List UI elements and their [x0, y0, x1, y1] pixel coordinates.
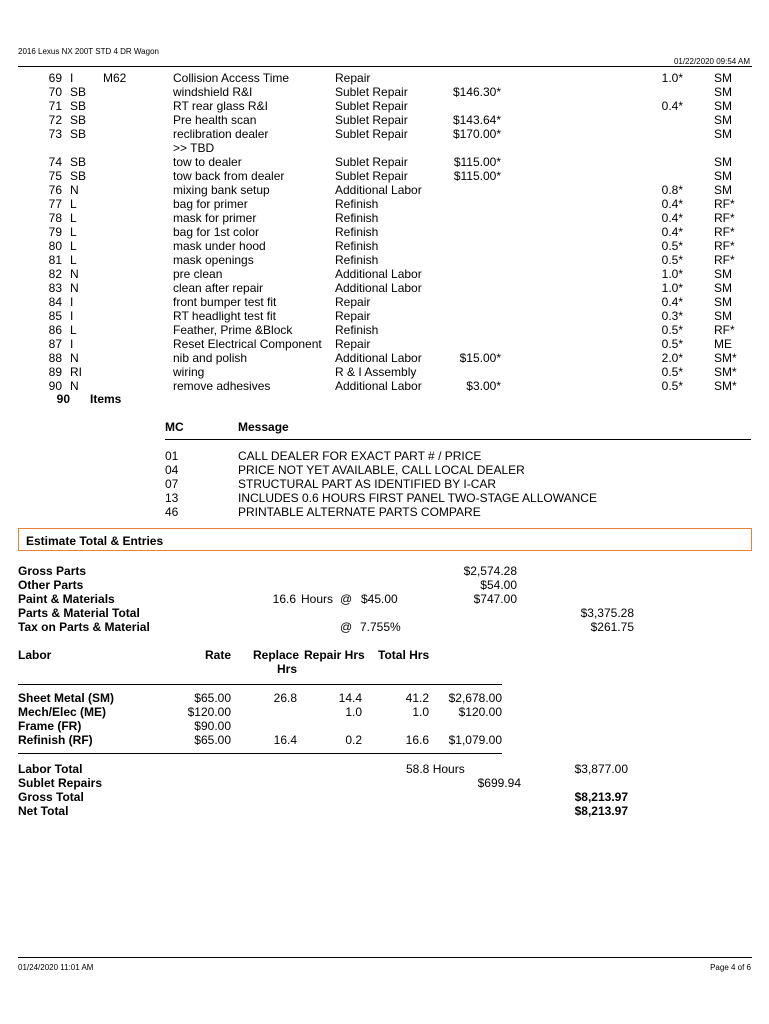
- message-text: PRICE NOT YET AVAILABLE, CALL LOCAL DEALER: [238, 463, 525, 477]
- line-type: Additional Labor: [335, 267, 422, 281]
- messages-header-mc: MC: [165, 420, 184, 434]
- line-type: Refinish: [335, 253, 379, 267]
- paint-at: @: [340, 592, 353, 606]
- line-type: Repair: [335, 337, 371, 351]
- line-code: SM*: [714, 379, 737, 393]
- line-operation: L: [70, 253, 77, 267]
- line-item: [0, 211, 769, 225]
- line-description: RT headlight test fit: [173, 309, 276, 323]
- line-number: 69: [48, 71, 62, 85]
- line-description: mask under hood: [173, 239, 266, 253]
- line-operation: N: [70, 281, 79, 295]
- line-type: Repair: [335, 71, 371, 85]
- line-item: [0, 323, 769, 337]
- line-number: 87: [48, 337, 62, 351]
- line-code: SM: [714, 113, 732, 127]
- vehicle-title: 2016 Lexus NX 200T STD 4 DR Wagon: [18, 47, 159, 56]
- line-description: clean after repair: [173, 281, 264, 295]
- line-type: Additional Labor: [335, 281, 422, 295]
- line-code: SM: [714, 127, 732, 141]
- line-code: SM: [714, 295, 732, 309]
- line-code: ME: [714, 337, 732, 351]
- line-type: Additional Labor: [335, 183, 422, 197]
- line-labor: 0.4*: [661, 197, 683, 211]
- labor-header-divider: [18, 684, 502, 685]
- line-labor: 0.5*: [661, 239, 683, 253]
- line-item: [0, 197, 769, 211]
- line-operation: SB: [70, 127, 87, 141]
- message-code: 01: [165, 449, 179, 463]
- line-description: front bumper test fit: [173, 295, 277, 309]
- message-code: 46: [165, 505, 179, 519]
- line-type: Refinish: [335, 323, 379, 337]
- line-type: Refinish: [335, 197, 379, 211]
- line-description: wiring: [173, 365, 205, 379]
- line-item: [0, 169, 769, 183]
- line-item: [0, 239, 769, 253]
- line-description: reclibration dealer: [173, 127, 269, 141]
- line-code: RF*: [714, 197, 735, 211]
- line-item: [0, 253, 769, 267]
- line-code: RF*: [714, 225, 735, 239]
- gross-total-label: Gross Total: [18, 790, 84, 804]
- labor-row: [0, 733, 769, 747]
- line-code: SM: [714, 309, 732, 323]
- labor-repair: 0.2: [345, 733, 362, 747]
- line-number: 85: [48, 309, 62, 323]
- line-code: RF*: [714, 323, 735, 337]
- labor-rate: $90.00: [194, 719, 231, 733]
- line-item: [0, 99, 769, 113]
- labor-repair: 1.0: [345, 705, 362, 719]
- line-item: [0, 267, 769, 281]
- labor-rate: $120.00: [187, 705, 231, 719]
- line-labor: 0.4*: [661, 295, 683, 309]
- line-type: Refinish: [335, 239, 379, 253]
- line-description: Feather, Prime &Block: [173, 323, 293, 337]
- line-labor: 0.5*: [661, 323, 683, 337]
- line-operation: L: [70, 225, 77, 239]
- labor-rate: $65.00: [194, 691, 231, 705]
- message-row: [0, 477, 769, 491]
- labor-row: [0, 719, 769, 733]
- labor-header-replace: Replace: [253, 648, 300, 662]
- line-item: [0, 337, 769, 351]
- line-type: Sublet Repair: [335, 99, 408, 113]
- line-code: SM: [714, 169, 732, 183]
- line-description: Collision Access Time: [173, 71, 290, 85]
- labor-name: Sheet Metal (SM): [18, 691, 115, 705]
- line-item: [0, 295, 769, 309]
- labor-amount: $2,678.00: [448, 691, 502, 705]
- messages-divider: [165, 439, 751, 440]
- line-number: 73: [48, 127, 62, 141]
- labor-header-rate: Rate: [204, 648, 231, 662]
- gross-parts-value: $2,574.28: [463, 564, 517, 578]
- line-item: [0, 183, 769, 197]
- line-number: 75: [48, 169, 62, 183]
- tax-at: @: [340, 620, 353, 634]
- labor-total-hours: 58.8 Hours: [406, 762, 465, 776]
- line-operation: RI: [70, 365, 82, 379]
- line-operation: L: [70, 239, 77, 253]
- message-row: [0, 449, 769, 463]
- message-code: 04: [165, 463, 179, 477]
- labor-amount: $1,079.00: [448, 733, 502, 747]
- line-type: Sublet Repair: [335, 155, 408, 169]
- labor-footer-divider: [18, 753, 502, 754]
- line-labor: 0.4*: [661, 99, 683, 113]
- line-type: Repair: [335, 295, 371, 309]
- line-description: remove adhesives: [173, 379, 271, 393]
- line-description: bag for 1st color: [173, 225, 260, 239]
- printed-timestamp: 01/22/2020 09:54 AM: [673, 57, 750, 66]
- line-type: Repair: [335, 309, 371, 323]
- line-description: pre clean: [173, 267, 223, 281]
- line-labor: 0.5*: [661, 253, 683, 267]
- line-operation: I: [70, 309, 74, 323]
- labor-row: [0, 705, 769, 719]
- line-item: [0, 365, 769, 379]
- line-description: nib and polish: [173, 351, 248, 365]
- message-text: STRUCTURAL PART AS IDENTIFIED BY I-CAR: [238, 477, 497, 491]
- line-operation: N: [70, 351, 79, 365]
- labor-name: Mech/Elec (ME): [18, 705, 107, 719]
- line-number: 89: [48, 365, 62, 379]
- gross-parts-label: Gross Parts: [18, 564, 87, 578]
- line-code: RF*: [714, 211, 735, 225]
- labor-replace: 26.8: [273, 691, 297, 705]
- line-number: 74: [48, 155, 62, 169]
- line-operation: SB: [70, 155, 87, 169]
- line-item: [0, 379, 769, 393]
- line-price: $146.30*: [452, 85, 501, 99]
- line-item: [0, 141, 769, 155]
- line-description: bag for primer: [173, 197, 248, 211]
- line-code: SM: [714, 99, 732, 113]
- line-operation: L: [70, 323, 77, 337]
- paint-materials-label: Paint & Materials: [18, 592, 115, 606]
- line-price: $115.00*: [453, 169, 501, 183]
- line-code: SM*: [714, 351, 737, 365]
- line-item: [0, 309, 769, 323]
- line-type: Sublet Repair: [335, 169, 408, 183]
- line-labor: 0.5*: [661, 337, 683, 351]
- line-number: 79: [48, 225, 62, 239]
- line-labor: 0.3*: [661, 309, 683, 323]
- other-parts-label: Other Parts: [18, 578, 84, 592]
- labor-replace: 16.4: [273, 733, 297, 747]
- labor-header-total: Total Hrs: [378, 648, 430, 662]
- sublet-value: $699.94: [477, 776, 521, 790]
- line-operation: I: [70, 71, 74, 85]
- line-price: $115.00*: [453, 155, 501, 169]
- line-number: 83: [48, 281, 62, 295]
- labor-rate: $65.00: [194, 733, 231, 747]
- footer-date: 01/24/2020 11:01 AM: [18, 963, 94, 972]
- tax-rate: 7.755%: [360, 620, 401, 634]
- line-description: >> TBD: [173, 141, 215, 155]
- line-number: 86: [48, 323, 62, 337]
- tax-value: $261.75: [590, 620, 634, 634]
- line-code: RF*: [714, 239, 735, 253]
- line-mc: M62: [103, 71, 127, 85]
- line-type: R & I Assembly: [335, 365, 417, 379]
- line-item: [0, 281, 769, 295]
- line-description: mask for primer: [173, 211, 257, 225]
- line-price: $143.64*: [452, 113, 501, 127]
- paint-rate: $45.00: [361, 592, 398, 606]
- net-total-value: $8,213.97: [574, 804, 628, 818]
- footer-page: Page 4 of 6: [710, 963, 751, 972]
- line-description: RT rear glass R&I: [173, 99, 268, 113]
- line-type: Additional Labor: [335, 351, 422, 365]
- line-item: [0, 71, 769, 85]
- line-code: SM*: [714, 365, 737, 379]
- line-operation: N: [70, 267, 79, 281]
- pm-total-label: Parts & Material Total: [18, 606, 140, 620]
- message-row: [0, 463, 769, 477]
- items-label: Items: [90, 392, 122, 406]
- line-labor: 0.4*: [661, 225, 683, 239]
- line-description: mask openings: [173, 253, 254, 267]
- line-code: SM: [714, 281, 732, 295]
- message-code: 13: [165, 491, 179, 505]
- line-operation: SB: [70, 113, 87, 127]
- line-operation: I: [70, 295, 74, 309]
- line-code: SM: [714, 85, 732, 99]
- footer-divider: [18, 957, 752, 958]
- line-item: [0, 351, 769, 365]
- line-item: [0, 155, 769, 169]
- labor-total-label: Labor Total: [18, 762, 83, 776]
- paint-hours-label: Hours: [301, 592, 334, 606]
- line-number: 88: [48, 351, 62, 365]
- line-operation: SB: [70, 85, 87, 99]
- items-count: 90: [56, 392, 70, 406]
- line-type: Refinish: [335, 211, 379, 225]
- labor-total-hrs: 16.6: [405, 733, 429, 747]
- estimate-totals-title: Estimate Total & Entries: [26, 534, 164, 548]
- line-description: tow to dealer: [173, 155, 242, 169]
- line-operation: SB: [70, 169, 87, 183]
- line-number: 71: [48, 99, 62, 113]
- line-code: SM: [714, 183, 732, 197]
- message-text: PRINTABLE ALTERNATE PARTS COMPARE: [238, 505, 481, 519]
- message-row: [0, 505, 769, 519]
- line-operation: I: [70, 337, 74, 351]
- line-labor: 0.4*: [661, 211, 683, 225]
- line-number: 82: [48, 267, 62, 281]
- pm-total-value: $3,375.28: [580, 606, 634, 620]
- paint-hours: 16.6: [272, 592, 296, 606]
- line-item: [0, 127, 769, 141]
- labor-total-hrs: 1.0: [412, 705, 429, 719]
- gross-total-value: $8,213.97: [574, 790, 628, 804]
- net-total-label: Net Total: [18, 804, 69, 818]
- line-code: SM: [714, 155, 732, 169]
- line-labor: 0.5*: [661, 365, 683, 379]
- messages-header-message: Message: [238, 420, 289, 434]
- message-code: 07: [165, 477, 179, 491]
- line-operation: SB: [70, 99, 87, 113]
- paint-total: $747.00: [473, 592, 517, 606]
- line-labor: 1.0*: [661, 71, 683, 85]
- line-type: Sublet Repair: [335, 113, 408, 127]
- line-description: tow back from dealer: [173, 169, 285, 183]
- line-description: mixing bank setup: [173, 183, 270, 197]
- line-operation: N: [70, 183, 79, 197]
- labor-header-repair: Repair Hrs: [304, 648, 365, 662]
- line-labor: 1.0*: [661, 267, 683, 281]
- line-labor: 2.0*: [661, 351, 683, 365]
- line-description: windshield R&I: [173, 85, 253, 99]
- line-description: Pre health scan: [173, 113, 257, 127]
- line-type: Refinish: [335, 225, 379, 239]
- header-divider: [18, 66, 752, 67]
- line-item: [0, 225, 769, 239]
- line-description: Reset Electrical Component: [173, 337, 322, 351]
- sublet-label: Sublet Repairs: [18, 776, 103, 790]
- labor-name: Refinish (RF): [18, 733, 93, 747]
- line-price: $15.00*: [459, 351, 501, 365]
- labor-amount: $120.00: [458, 705, 502, 719]
- line-number: 80: [48, 239, 62, 253]
- labor-header-replace-hrs: Hrs: [277, 662, 298, 676]
- line-item: [0, 113, 769, 127]
- message-text: INCLUDES 0.6 HOURS FIRST PANEL TWO-STAGE ALLOWANCE: [238, 491, 597, 505]
- labor-repair: 14.4: [338, 691, 362, 705]
- labor-name: Frame (FR): [18, 719, 82, 733]
- line-labor: 0.8*: [661, 183, 683, 197]
- line-price: $3.00*: [466, 379, 501, 393]
- line-labor: 0.5*: [661, 379, 683, 393]
- line-number: 72: [48, 113, 62, 127]
- line-type: Sublet Repair: [335, 127, 408, 141]
- line-operation: L: [70, 211, 77, 225]
- line-price: $170.00*: [452, 127, 501, 141]
- line-number: 77: [48, 197, 62, 211]
- line-number: 78: [48, 211, 62, 225]
- line-code: RF*: [714, 253, 735, 267]
- line-operation: L: [70, 197, 77, 211]
- line-type: Additional Labor: [335, 379, 422, 393]
- line-number: 90: [48, 379, 62, 393]
- labor-header-labor: Labor: [18, 648, 52, 662]
- other-parts-value: $54.00: [480, 578, 517, 592]
- line-number: 84: [48, 295, 62, 309]
- line-code: SM: [714, 267, 732, 281]
- message-row: [0, 491, 769, 505]
- labor-total-value: $3,877.00: [574, 762, 628, 776]
- line-item: [0, 85, 769, 99]
- line-type: Sublet Repair: [335, 85, 408, 99]
- line-number: 70: [48, 85, 62, 99]
- line-code: SM: [714, 71, 732, 85]
- line-operation: N: [70, 379, 79, 393]
- line-labor: 1.0*: [661, 281, 683, 295]
- tax-label: Tax on Parts & Material: [18, 620, 150, 634]
- labor-row: [0, 691, 769, 705]
- line-number: 81: [48, 253, 62, 267]
- message-text: CALL DEALER FOR EXACT PART # / PRICE: [238, 449, 482, 463]
- line-number: 76: [48, 183, 62, 197]
- labor-total-hrs: 41.2: [405, 691, 429, 705]
